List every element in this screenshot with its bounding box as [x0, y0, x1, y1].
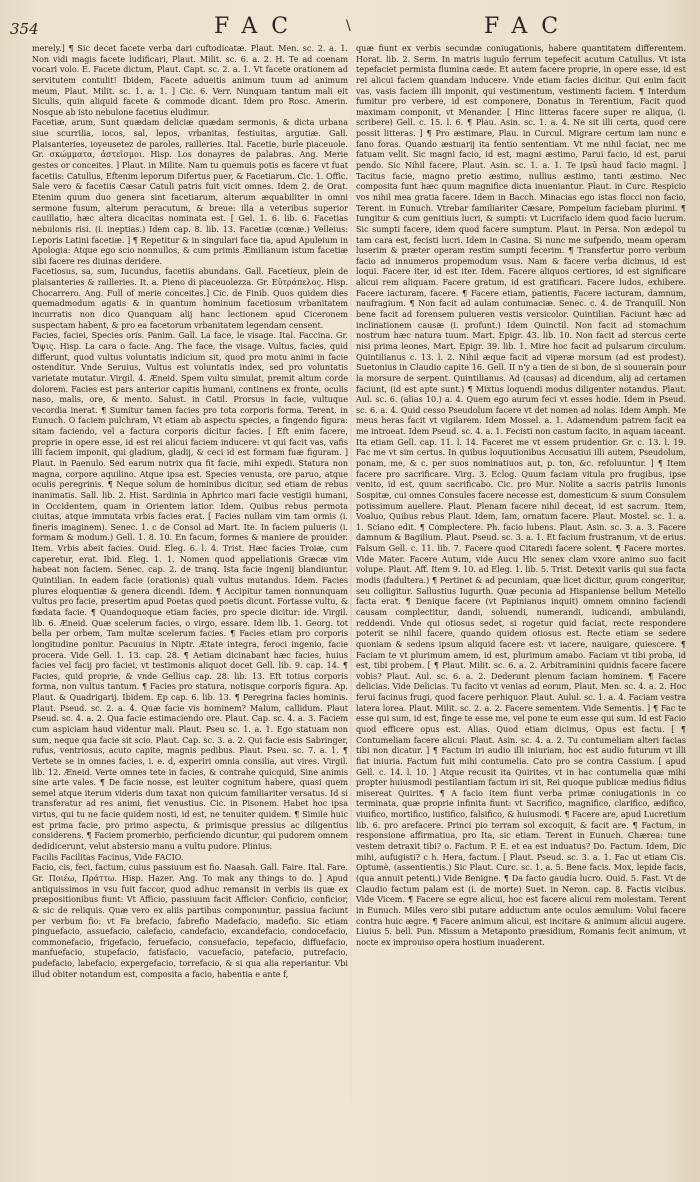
header-mark: \: [346, 18, 351, 34]
running-head-left: FAC: [214, 14, 303, 39]
page-number: 354: [10, 20, 39, 38]
right-column: [356, 44, 686, 1168]
entry-facies: Facies, faciei, Species oris. Panim. Gall. La face, le visage. Ital. Faccina. Gr. Ὄψις. Hisp. La cara o facie. Ang. The face, the visage. Vultus, facies, quid differunt, quod vultus voluntatis indicium sit, quod pro motu animi in facie ostenditur. Vnde Seruius, Vultus est voluntatis index, sed pro voluntatis varietate mutatur. Virgil. 4. Æneid. Spem vultu simulat, premit altum corde dolorem. Facies est pars anterior capitis humani, continens ex fronte, oculis naso, malis, ore, & mento. Salust. in Catil. Prorsus in facie, vultuque vecordia inerat. ¶ Sumitur tamen facies pro tota corporis forma. Terent. in Eunuch. O faciem pulchram, Vt etiam ab aspectu species, a fingendo figura: sitam faciendo, vel a factura corporis dicitur facies. [ Eft enim facere, proprie in opere esse, id est rei alicui faciem inducere: vt qui facit vas, vafis illi faciem imponit, qui gladium, gladij, & ceci id est formam fuæ figuram. ] Plaut. in Paenulo. Sed earum nutrix qua fit facie, mihi expedi. Statura non magna, corpore aquilino. Atque ipsa est. Species venusta, ore paruo, atque oculis peregrinis. ¶ Neque solum de hominibus dicitur, sed etiam de rebus inanimatis. Sall. lib. 2. Hist. Sardinia in Aphrico mari facie vestigii humani, in Occidentem, quam in Orientem latior. Idem. Quibus rebus permota ciuitas, atque immutata vrbis facies erat. [ Facies nullam vim tam ormis (i. fineris imaginem). Senec. 1. c de Consol ad Mart. Ite. In faciem pulueris (i. formam & modum.) Gell. 1. 8. 10. En facum, formes & maniere de prouider. Item. Vrbis abeit facies. Ouid. Eleg. 6. l. 4. Trist. Hæc facies Troiæ, cum caperetur, erat. Ibid. Eleg. 1. 1. Nomen quod appellationis Græcæ vim habeat non faciem. Senec. cap. 2. de tranq. Ista facie ingenij blandiuntur. Quintilian. In eadem facie (orationis) quali vultus mutandus. Idem. Facies plures eloquentiæ & genera dicendi. Idem. ¶ Accipitur tamen nonnunquam vultus pro facie, presertim apud Poetas quod poetis dicunt. Fortasse vultu, & fœdata facie. ¶ Quandoquoque etiam facies, pro specie dicitur: ide. Virgil. lib. 6. Æneid. Quæ scelerum facies, o virgo, essare. Idem lib. 1. Georg. tot bella per orbem, Tam multæ scelerum facies. ¶ Facies etiam pro corporis longitudine ponitur. Pacuuius in Niptr. Ætate integra, feroci ingenio, facie procera. Vide Gell. 1. 13. cap. 28. ¶ Aetiam dicinabant hæc facies, huius facies vel facij pro faciei, vt testimonis aliquot docet Gell. lib. 9. cap. 14. ¶ Facies, quid proprie, & vnde Gellius cap. 28. lib. 13. Eft totius corporis forma, non vultus tantum. ¶ Facies pro statura, notisque corporis figura. Ap. Plaut. & Quadrigarij. Ibidem. Ep cap. 6. lib. 13. ¶ Peregrina facies hominis. Plaut. Pseud. sc. 2. a. 4. Quæ facie vis hominem? Malum, callidum. Plaut Pseud. sc. 4. a. 2. Qua facie estimaciendo ore. Plaut. Cap. sc. 4. a. 3. Faciem cum aspiciam haud videntur mali. Plaut. Pseu sc. 1. a. 1. Ego statuam non sum, neque qua facie sit scio. Plaut. Cap. sc. 3. a. 2. Qui facie esis Sabringer, rufus, ventriosus, acuto capite, magnis pedibus. Plaut. Pseu. sc. 7. a. 1. ¶ Vertete se in omnes facies, i. e. d, experiri omnia consilia, aut vires. Virgil. lib. 12. Æneid. Verte omnes tete in facies, & contrahe quicquid, Sine animis sine arte vales. ¶ De facie nosse, est leuiter cognitum habere, quasi quem semel atque iterum videris dum taxat non quicum familiariter versatus. Id si transferatur ad res animi, fiet venustius. Cic. in Pisonem. Habet hoc ipsa virtus, qui tu ne facie quidem nosti, id est, ne tenuiter quidem. ¶ Simile huic est prima facie, pro primo aspectu, & primisque pressius ac diligentius considerens. ¶ Faciem promerbio, perficiendo dicuntur, qui pudorem omnem dedidicerunt, velut abstersio manu a vultu pudore. Plinius.: [32, 331, 348, 852]
entry-facilis: Facilis Facilitas Facinus, Vide FACIO.: [32, 852, 184, 862]
entry-facete-end: merely.] ¶ Sic decet facete verba dari cuftodicatæ. Plaut. Men. sc. 2. a. 1. Non vidi magis facete ludificari, Plaut. Milit. sc. 6. a. 2. H. Te ad coenam vocari volo. E. Facete dictum, Plaut. Capt. sc. 2. a. 1. Vt facete orationem ad servitutem contulit! Ibidem, Facete adueitis animum tuum ad animum meum, Plaut. Milit. sc. 1. a. 1. ] Cic. 6. Verr. Nunquam tantum mali eit Siculis, quin aliquid facete & commode dicant. Idem pro Rosc. Amerin. Nosque ab isto nebulone facetius eludimur.: [32, 44, 348, 117]
left-column: [32, 44, 348, 1168]
running-head-right: FAC: [484, 14, 573, 39]
entry-facio: Facio, cis, feci, factum, cuius passiuum est fio. Naasah. Gall. Faire. Ital. Fare. Gr. Ποιέω, Πράττω. Hisp. Hazer. Ang. To mak any things to do. ] Apud antiquissimos in vsu fuit faccor, quod adhuc remansit in verbis iis quæ ex præpositionibus fiunt: Vt Afficio, passiuum facit Afficior: Conficio, conficior, & sic de reliquis. Quæ vero ex aliis partibus componuntur, passiua faciunt per verbum fio: vt Fa brefacio, fabrefio Madefacio, madefio. Sic etiam pinguefacio, assuefacio, calefacio, candefacio, excandefacio, condocefacio, commonefacio, frigefacio, feruefacio, consuefacio, tepefacio, diffuefacio, manfuefacio, stupefacio, fatisfacio, vacuefacio, patefacio, putrefacio, pudefacio, labefacio, expergefacio, torrefacio, & si qua alia reperiantur. Vbi illud obiter notandum est, composita a facio, habentia e ante f,: [32, 863, 348, 979]
entry-facio-continued: quæ fiunt ex verbis secundæ coniugationis, habere quantitatem differentem. Horat. lib. 2. Serm. In matris iugulo ferrum tepefecit acutum Catullus. Vt ista tepefaciet permista flumina cæde. Et autem facere proprie, in opere esse, id est rei alicui faciem quandam inducere. Vnde etiam facies dicitur. Qui enim facit vas, vasis faciem illi imponit, qui vestimentum, vestimenti faciem. ¶ Interdum fumitur pro verbere, id est componere, Donatus in Terentium, Facit quod maximam componit, vt Menander. [ Hinc litteras facere super re aliqua, (i. scribere) Gell. c. 15. l. 6. ¶ Plau. Asin. sc. 1. a. 4. Ne sit illi certa, quod cere possit litteras. ] ¶ Pro æstimare, Plau. in Curcul. Migrare certum iam nunc e fano foras. Quando æstuarij ita fentio sententiam. Vt me nihil faciat, nec me fatuam velit. Sic magni facio, id est, magni æstimo, Parui facio, id est, parui pendo. Sic Nihil facere, Plaut. Asin. sc. 1. a. 1. Te ipsū haud facio magni. ] Tacitus facie, magno pretio æstimo, nullius æstimo, tanti æstimo. Nec composita funt hæc quum magnifice dicta inueniantur. Plaut. in Curc. Respicio vos nihil mea gratia facere. Idem in Bacch. Minacias ego istas flocci non facio, Terent. in Eunuch. Vtrebar familiariter Cæsare, Pompeium faciebam plurimi. ¶ Iungitur & cum genitiuis lucri, & sumpti: vt Lucrifacio idem quod facio lucrum. Sic sumpti facere, idem quod facere sumptum. Plaut. in Persa. Non ædepol tu tam cara est, fecisti lucri. Idem in Casina. Si nunc me sufpendo, meam operam luserim & præter operam restim sumpti fecerim. ¶ Transfertur porro verbum facio ad innumeros propemodum vsus. Nam & facere verba dicimus, id est loqui. Facere iter, id est iter. Idem. Facere aliquos certiores, id est significare alicui rem aliquam. Facere gratum, id est gratificari. Facere ludos, exhibere. Facere iacturam, facere. ¶ Facere etiam, patientis, Facere iacturam, damnum, naufragium. ¶ Non facit ad aulam contumaciæ. Senec. c. 4. de Tranquill. Non bene facit ad forensem pulueren vestis versicolor. Quintilian. Faciunt hæc ad inclinationem causæ (i. profunt.) Idem Quinctil. Non facit ad stomachum nostrum hæc natura tuum. Mart. Epigr. 43. lib. 10. Non facit ad stercus certe nisi prima leones, Mart. Epigr. 39. lib. 1. Mire hoc facit ad pulsarum circulum. Quintilianus c. 13. l. 2. Nihil æque facit ad viperæ morsum (ad est prodest). Suetonius in Claudio capite 16. Gell. II n'y a tien de si bon, de si souuerain pour la morsure de serpent. Quintilianus. Ad (causas) ad dicendum, alij ad certamen faciunt, (id est apte sunt.) ¶ Mixtus loquendi modus diligenter notandus. Plaut. Aul. sc. 6. (alias 10.) a. 4. Quem ego aurum feci vt esses hodie. Idem in Pseud. sc. 6. a. 4. Quid cesso Pseudolum facere vt det nomen ad nolas. Idem Amph. Me meus heras facit vt vigilarem. Idem Mossel. a. 1. Adamendum patrem facit ea me introeat. Idem Pseud. sc. 4. a. 1. Fecisti non castum facito, in aquam iaceant. Ita etiam Gell. cap. 11. l. 14. Faceret me vt essem prudentior. Gr. c. 13. l. 19. Fac me vt sim certus. In quibus loquutionibus Accusatiui illi autem, Pseudolum, ponam, me, & c. per suos nominatiuos aut, p. ton, &c. refoluuntur. ] ¶ Item facere pro sacrificare. Virg. 3. Eclog. Quum faciam vitula pro frugibus, ipse venito, id est, quum sacrificabo. Cic. pro Mur. Nolite a sacris patriis Iunonis Sospitæ, cui omnes Consules facere necesse est, domesticum & suum Consulem potissimum auellere. Plaut. Plenam facere nihil deceat, id est sacrum. Item, Voaluo, Quibus rebus Plaut. Idem, Iam, ornatum facere. Plaut. Mostel. sc. 1. a. 1. Sciano edit. ¶ Complectere. Ph. facio lubens. Plaut. Asin. sc. 3. a. 3. Facere damnum & Bagilium. Plaut. Pseud. sc. 3. a. 1. Et facium frustranum, vt de erius. Falsum Gell. c. 11. lib. 7. Facere quod Citaredi facere solent. ¶ Facere mortes. Vide Mater. Facere Autum, vide Aucu Hic senex clam vxore animo suo facit volupe. Plaut. Aff. Item 9. 10. ad Eleg. 1. lib. 5. Trist. Detexit variis qui sua facta modis (fadultera.) ¶ Pertinet & ad pecuniam, quæ licet dicitur, quum congeritur, seu colligitur. Sallustius Iugurth. Quæ pecunia ad Hispaniense bellum Metello facta erat. ¶ Denique facere (vt Papinianus inquit) omnem omnino faciendi causam complectitur, dandi, soluendi, numerandi, iudicandi, ambulandi, reddendi. Vnde qui otiosus sedet, si rogetur quid faciat, recte respondere poterit se nihil facere, quando quidem otiosus est. Recte etiam se sedere quoniam & sedens ipsum aliquid facere est: vt iacere, nauigare, quiescere. ¶ Faciam te vt plurimum amem, id est, plurimum amabo. Faciam vt tibi proba, id est, tibi probem. [ ¶ Plaut. Milit. sc. 6. a. 2. Arbitraminini quidnis facere facere vobis? Plaut. Aul. sc. 6. a. 2. Dederunt plenum faciam hominem. ¶ Facere delicias. Vide Delicias. Tu facito vt venias ad eorum, Plaut. Men. sc. 4. a. 2. Hoc ferui facinus frugi, quod facere perhiquor. Plaut. Aulul. sc. 1. a. 4. Faciam vestra latera lorea. Plaut. Milit. sc. 2. a. 2. Facere sementem. Vide Sementis. ] ¶ Fac te esse qui sum, id est, finge te esse me, vel pone te eum esse qui sum. Id est Facio quod efficere opus est. Alias. Quod etiam dicimus, Opus est factu. [ ¶ Contumeliam facere alicui: Plaut. Asin. sc. 4. a. 2. Tu contumeliam alteri facias tibi non dicatur. ] ¶ Factum iri audio illi iniuriam, hoc est audio futurum vt illi fiat iniuria. Factum fuit mihi contumelia. Cato pro se contra Cassium. [ apud Gell. c. 14. l. 10. ] Atque recusit ita Quirites, vt in hac contumelia quæ mihi propter huiusmodi pestilantiam factum iri sit, Rei quoque publicæ medius fidius misereat Quirites. ¶ A facio item fiunt verba primæ coniugationis in co terminata, quæ proprie infinita fiunt: vt Sacrifico, magnifico, clarifico, ædifico, viuifico, mortifico, iustifico, falsifico, & huiusmodi. ¶ Facere are, apud Lucretium lib. 6. pro arefacere. Princi pio terram sol excoquit, & facit are. ¶ Factum, in responsione affirmatiua, pro Ita, sic etiam. Terent in Eunuch. Chærea: tune vestem detraxit tibi? o. Factum. P. E. et ea est induatus? Do. Factum. Idem, Dic mihi, aufugisti? c h. Hera, factum. [ Plaut. Pseud. sc. 3. a. 1. Fac ut etiam Cis. Optumè, (assentientis.) Sic Plaut. Curc. sc. 1. a. 5. Bene facis. Mox, lepide facis, (qua annuit petenti.) Vide Benigne. ¶ Da facto gaudia lucro. Ouid. 5. Fast. Vt de Claudio factum palam est (i. de morte) Suet. in Neron. cap. 8. Factis vicibus. Vide Vicem. ¶ Facere se egre alicui, hoc est facere alicui rem molestam. Terent in Eunuch. Miles vero sibi putare adductum ante oculos æmulum: Volui facere contra huic ægre. ¶ Facere animum alicui, est incitare & animum alicui augere. Liuius 5. bell. Pun. Missum a Metaponto præsidium, Romanis fecit animum, vt nocte ex improuiso opera hostium inuaderent.: [356, 44, 686, 947]
entry-facetiae: Facetiæ, arum, Sunt quædam deliciæ quædam sermonis, & dicta urbana siue scurrilia, iocos, sal, lepos, vrbanitas, festiuitas, argutiæ. Gall. Plaisanteries, ioyeusetez de paroles, railleries. Ital. Facetie, burle piaceuole. Gr. σκώμματα, ἀστεῖσμοι. Hisp. Los donayres de palabras. Ang. Merie gestes or conceites. ] Plaut. in Milite. Nam tu quemuis potis es facere vt fuat facetiis: Catullus, Eftenim leporum Difertus puer, & Facetiarum. Cic. 1. Offic. Sale vero & facetiis Cæsar Catuli patris fuit vicit omnes. Idem 2. de Orat. Etenim quum duo genera sint facetiarum, alterum æquabiliter in omni sermone fusum, alterum peracutum, & breue: illa a veteribus superior cauillatio, hæc altera dicacitas nominata est. [ Gel. 1. 6. lib. 6. Facetias nebulonis risi. (i. ineptias.) Idem cap. 8. lib. 13. Facetiæ (cœnæ.) Velleius: Leporis Latini facetiæ. ] ¶ Repetitur & in singulari face tia, apud Apuleium in Apologia: Atque ego scio nonnullos, & cum primis Æmilianum istum facetiæ sibi facere res diuinas deridere.: [32, 118, 348, 266]
column-gutter: [350, 40, 352, 1170]
entry-facetiosus: Facetiosus, sa, sum, Iucundus, facetiis abundans. Gall. Facetieux, plein de plaisanteries & railleries. It. a. Pieno di piaceuolezza. Gr. Εὐτράπελος. Hisp. Chocarrero. Ang. Full of merie conceites.] Cic. de Finib. Quos quidem dies quemadmodum agatis & in quantum hominum facetiosum vrbanitatem incurratis non dico Quanquam alij hanc lectionem apud Ciceronem suspectam habent, & pro ea facetorum vrbanitatem legendam censent.: [32, 267, 348, 330]
